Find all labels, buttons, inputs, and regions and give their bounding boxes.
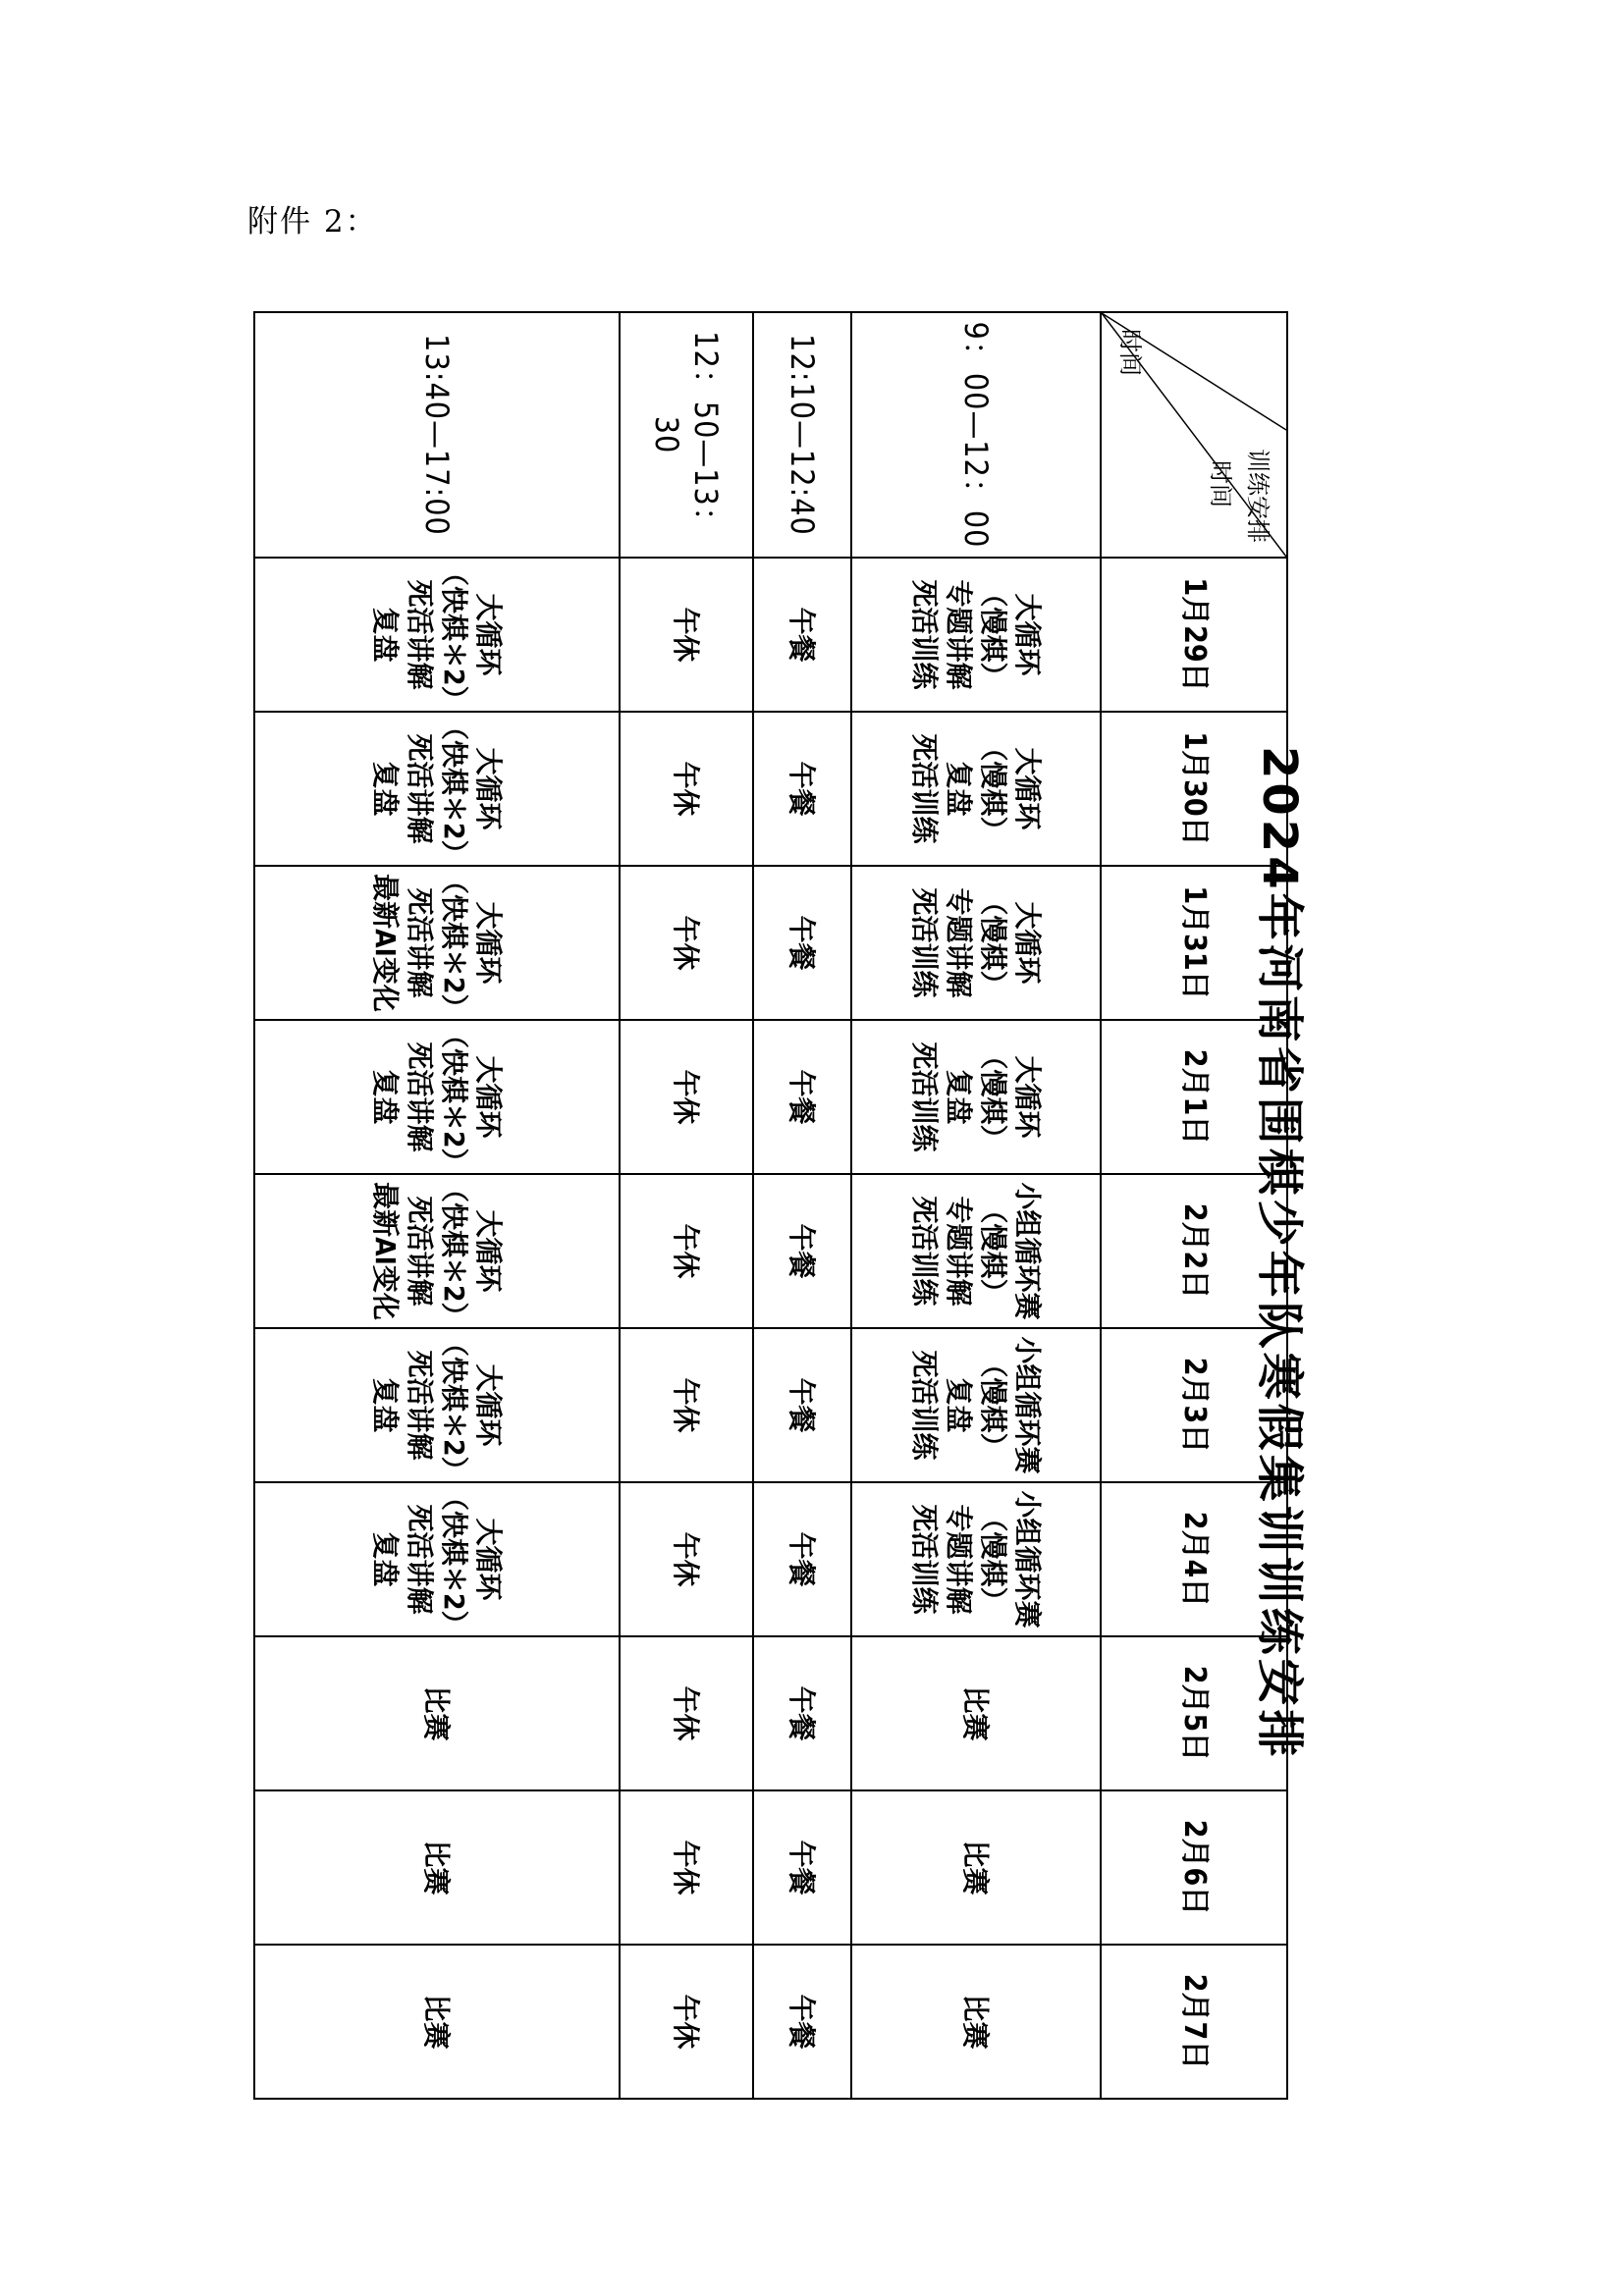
- activity-line: 大循环: [1011, 1055, 1044, 1139]
- activity-line: 专题讲解: [943, 579, 975, 690]
- activity-line: 小组循环赛: [1011, 1336, 1044, 1474]
- rest-cell: 午休: [620, 558, 753, 712]
- activity-line: （慢棋）: [977, 733, 1009, 844]
- date-cell: 2月1日: [1101, 1020, 1287, 1174]
- activity-line: 死活讲解: [404, 1504, 436, 1615]
- document-title: 2024年河南省围棋少年队寒假集训训练安排: [1252, 746, 1307, 1761]
- corner-label-bottom: 时间: [1116, 329, 1144, 376]
- activity-line: （快棋＊2）: [438, 1021, 470, 1176]
- date-cell: 1月29日: [1101, 558, 1287, 712]
- afternoon-cell: [254, 1328, 620, 1482]
- activity-line: 专题讲解: [943, 1504, 975, 1615]
- corner-cell: [1101, 312, 1287, 558]
- lunch-cell: 午餐: [753, 1790, 851, 1945]
- lunch-cell: 午餐: [753, 866, 851, 1020]
- lunch-cell: 午餐: [753, 1945, 851, 2099]
- activity-line: （快棋＊2）: [438, 1175, 470, 1330]
- activity-line: 复盘: [369, 761, 402, 817]
- activity-line: （慢棋）: [977, 1041, 1009, 1152]
- activity-line: （快棋＊2）: [438, 1483, 470, 1638]
- activity-line: 大循环: [472, 1209, 505, 1293]
- activity-line: 大循环: [472, 901, 505, 985]
- activity-line: 最新AI变化: [369, 874, 402, 1012]
- activity-line: （慢棋）: [977, 887, 1009, 998]
- activity-line: （快棋＊2）: [438, 559, 470, 714]
- activity-line: 大循环: [472, 747, 505, 830]
- activity-line: 死活训练: [908, 1350, 941, 1461]
- date-cell: 2月7日: [1101, 1945, 1287, 2099]
- schedule-table: [253, 311, 1288, 2100]
- afternoon-row: [254, 312, 620, 2099]
- activity-line: 大循环: [472, 593, 505, 676]
- activity-line: 大循环: [472, 1055, 505, 1139]
- corner-label-top: 训练安排: [1244, 449, 1272, 543]
- activity-line: 死活讲解: [404, 1041, 436, 1152]
- morning-cell: [851, 1790, 1101, 1945]
- lunch-cell: 午餐: [753, 712, 851, 866]
- activity-line: （慢棋）: [977, 1196, 1009, 1307]
- activity-line: 复盘: [943, 1377, 975, 1433]
- activity-line: （快棋＊2）: [438, 1329, 470, 1484]
- activity-line: 死活讲解: [404, 1196, 436, 1307]
- lunch-row: [753, 312, 851, 2099]
- date-cell: 2月3日: [1101, 1328, 1287, 1482]
- activity-line: 死活训练: [908, 1196, 941, 1307]
- rest-cell: 午休: [620, 1636, 753, 1790]
- activity-line: 死活讲解: [404, 1350, 436, 1461]
- activity-line: 大循环: [472, 1518, 505, 1601]
- date-cell: 2月4日: [1101, 1482, 1287, 1636]
- date-cell: 1月31日: [1101, 866, 1287, 1020]
- morning-cell: [851, 1945, 1101, 2099]
- activity-line: 最新AI变化: [369, 1182, 402, 1320]
- lunch-cell: 午餐: [753, 1174, 851, 1328]
- activity-line: （快棋＊2）: [438, 867, 470, 1022]
- activity-line: 比赛: [959, 1994, 993, 2050]
- activity-line: （慢棋）: [977, 1350, 1009, 1461]
- morning-cell: [851, 1482, 1101, 1636]
- rest-cell: 午休: [620, 712, 753, 866]
- activity-line: 复盘: [943, 1069, 975, 1125]
- activity-line: 比赛: [959, 1840, 993, 1896]
- rest-row: [620, 312, 753, 2099]
- date-cell: 2月5日: [1101, 1636, 1287, 1790]
- time-cell-rest: 12：50—13：30: [620, 312, 753, 558]
- activity-line: 比赛: [420, 1685, 454, 1741]
- activity-line: 死活训练: [908, 1504, 941, 1615]
- rest-cell: 午休: [620, 1790, 753, 1945]
- morning-cell: [851, 1174, 1101, 1328]
- rest-cell: 午休: [620, 1020, 753, 1174]
- time-cell-morning: 9：00—12：00: [851, 312, 1101, 558]
- lunch-cell: 午餐: [753, 1020, 851, 1174]
- activity-line: 死活训练: [908, 579, 941, 690]
- activity-line: 复盘: [943, 761, 975, 817]
- activity-line: 专题讲解: [943, 1196, 975, 1307]
- corner-label-mid: 时间: [1207, 460, 1234, 507]
- morning-cell: [851, 712, 1101, 866]
- activity-line: （快棋＊2）: [438, 713, 470, 868]
- activity-line: 小组循环赛: [1011, 1490, 1044, 1629]
- activity-line: 复盘: [369, 1069, 402, 1125]
- rest-cell: 午休: [620, 1482, 753, 1636]
- rest-cell: 午休: [620, 1945, 753, 2099]
- attachment-label: 附件 2：: [247, 204, 378, 240]
- activity-line: （慢棋）: [977, 579, 1009, 690]
- activity-line: 死活讲解: [404, 887, 436, 998]
- activity-line: 大循环: [472, 1363, 505, 1447]
- activity-line: 大循环: [1011, 747, 1044, 830]
- activity-line: 比赛: [420, 1994, 454, 2050]
- time-cell-afternoon: 13:40—17:00: [254, 312, 620, 558]
- afternoon-cell: [254, 1790, 620, 1945]
- activity-line: 比赛: [420, 1840, 454, 1896]
- activity-line: 专题讲解: [943, 887, 975, 998]
- activity-line: 死活训练: [908, 887, 941, 998]
- lunch-cell: 午餐: [753, 1482, 851, 1636]
- afternoon-cell: [254, 1020, 620, 1174]
- activity-line: 大循环: [1011, 593, 1044, 676]
- rest-cell: 午休: [620, 1328, 753, 1482]
- activity-line: 死活训练: [908, 1041, 941, 1152]
- rest-cell: 午休: [620, 1174, 753, 1328]
- afternoon-cell: [254, 712, 620, 866]
- rest-cell: 午休: [620, 866, 753, 1020]
- activity-line: 死活讲解: [404, 579, 436, 690]
- afternoon-cell: [254, 866, 620, 1020]
- lunch-cell: 午餐: [753, 558, 851, 712]
- morning-cell: [851, 1020, 1101, 1174]
- morning-row: [851, 312, 1101, 2099]
- activity-line: 复盘: [369, 607, 402, 663]
- morning-cell: [851, 866, 1101, 1020]
- activity-line: 小组循环赛: [1011, 1182, 1044, 1320]
- afternoon-cell: [254, 1482, 620, 1636]
- morning-cell: [851, 558, 1101, 712]
- lunch-cell: 午餐: [753, 1328, 851, 1482]
- activity-line: 大循环: [1011, 901, 1044, 985]
- afternoon-cell: [254, 1636, 620, 1790]
- date-cell: 1月30日: [1101, 712, 1287, 866]
- date-cell: 2月6日: [1101, 1790, 1287, 1945]
- afternoon-cell: [254, 1174, 620, 1328]
- activity-line: （慢棋）: [977, 1504, 1009, 1615]
- time-cell-lunch: 12:10—12:40: [753, 312, 851, 558]
- afternoon-cell: [254, 558, 620, 712]
- activity-line: 复盘: [369, 1531, 402, 1587]
- afternoon-cell: [254, 1945, 620, 2099]
- morning-cell: [851, 1636, 1101, 1790]
- lunch-cell: 午餐: [753, 1636, 851, 1790]
- activity-line: 死活讲解: [404, 733, 436, 844]
- activity-line: 死活训练: [908, 733, 941, 844]
- activity-line: 复盘: [369, 1377, 402, 1433]
- morning-cell: [851, 1328, 1101, 1482]
- date-cell: 2月2日: [1101, 1174, 1287, 1328]
- activity-line: 比赛: [959, 1685, 993, 1741]
